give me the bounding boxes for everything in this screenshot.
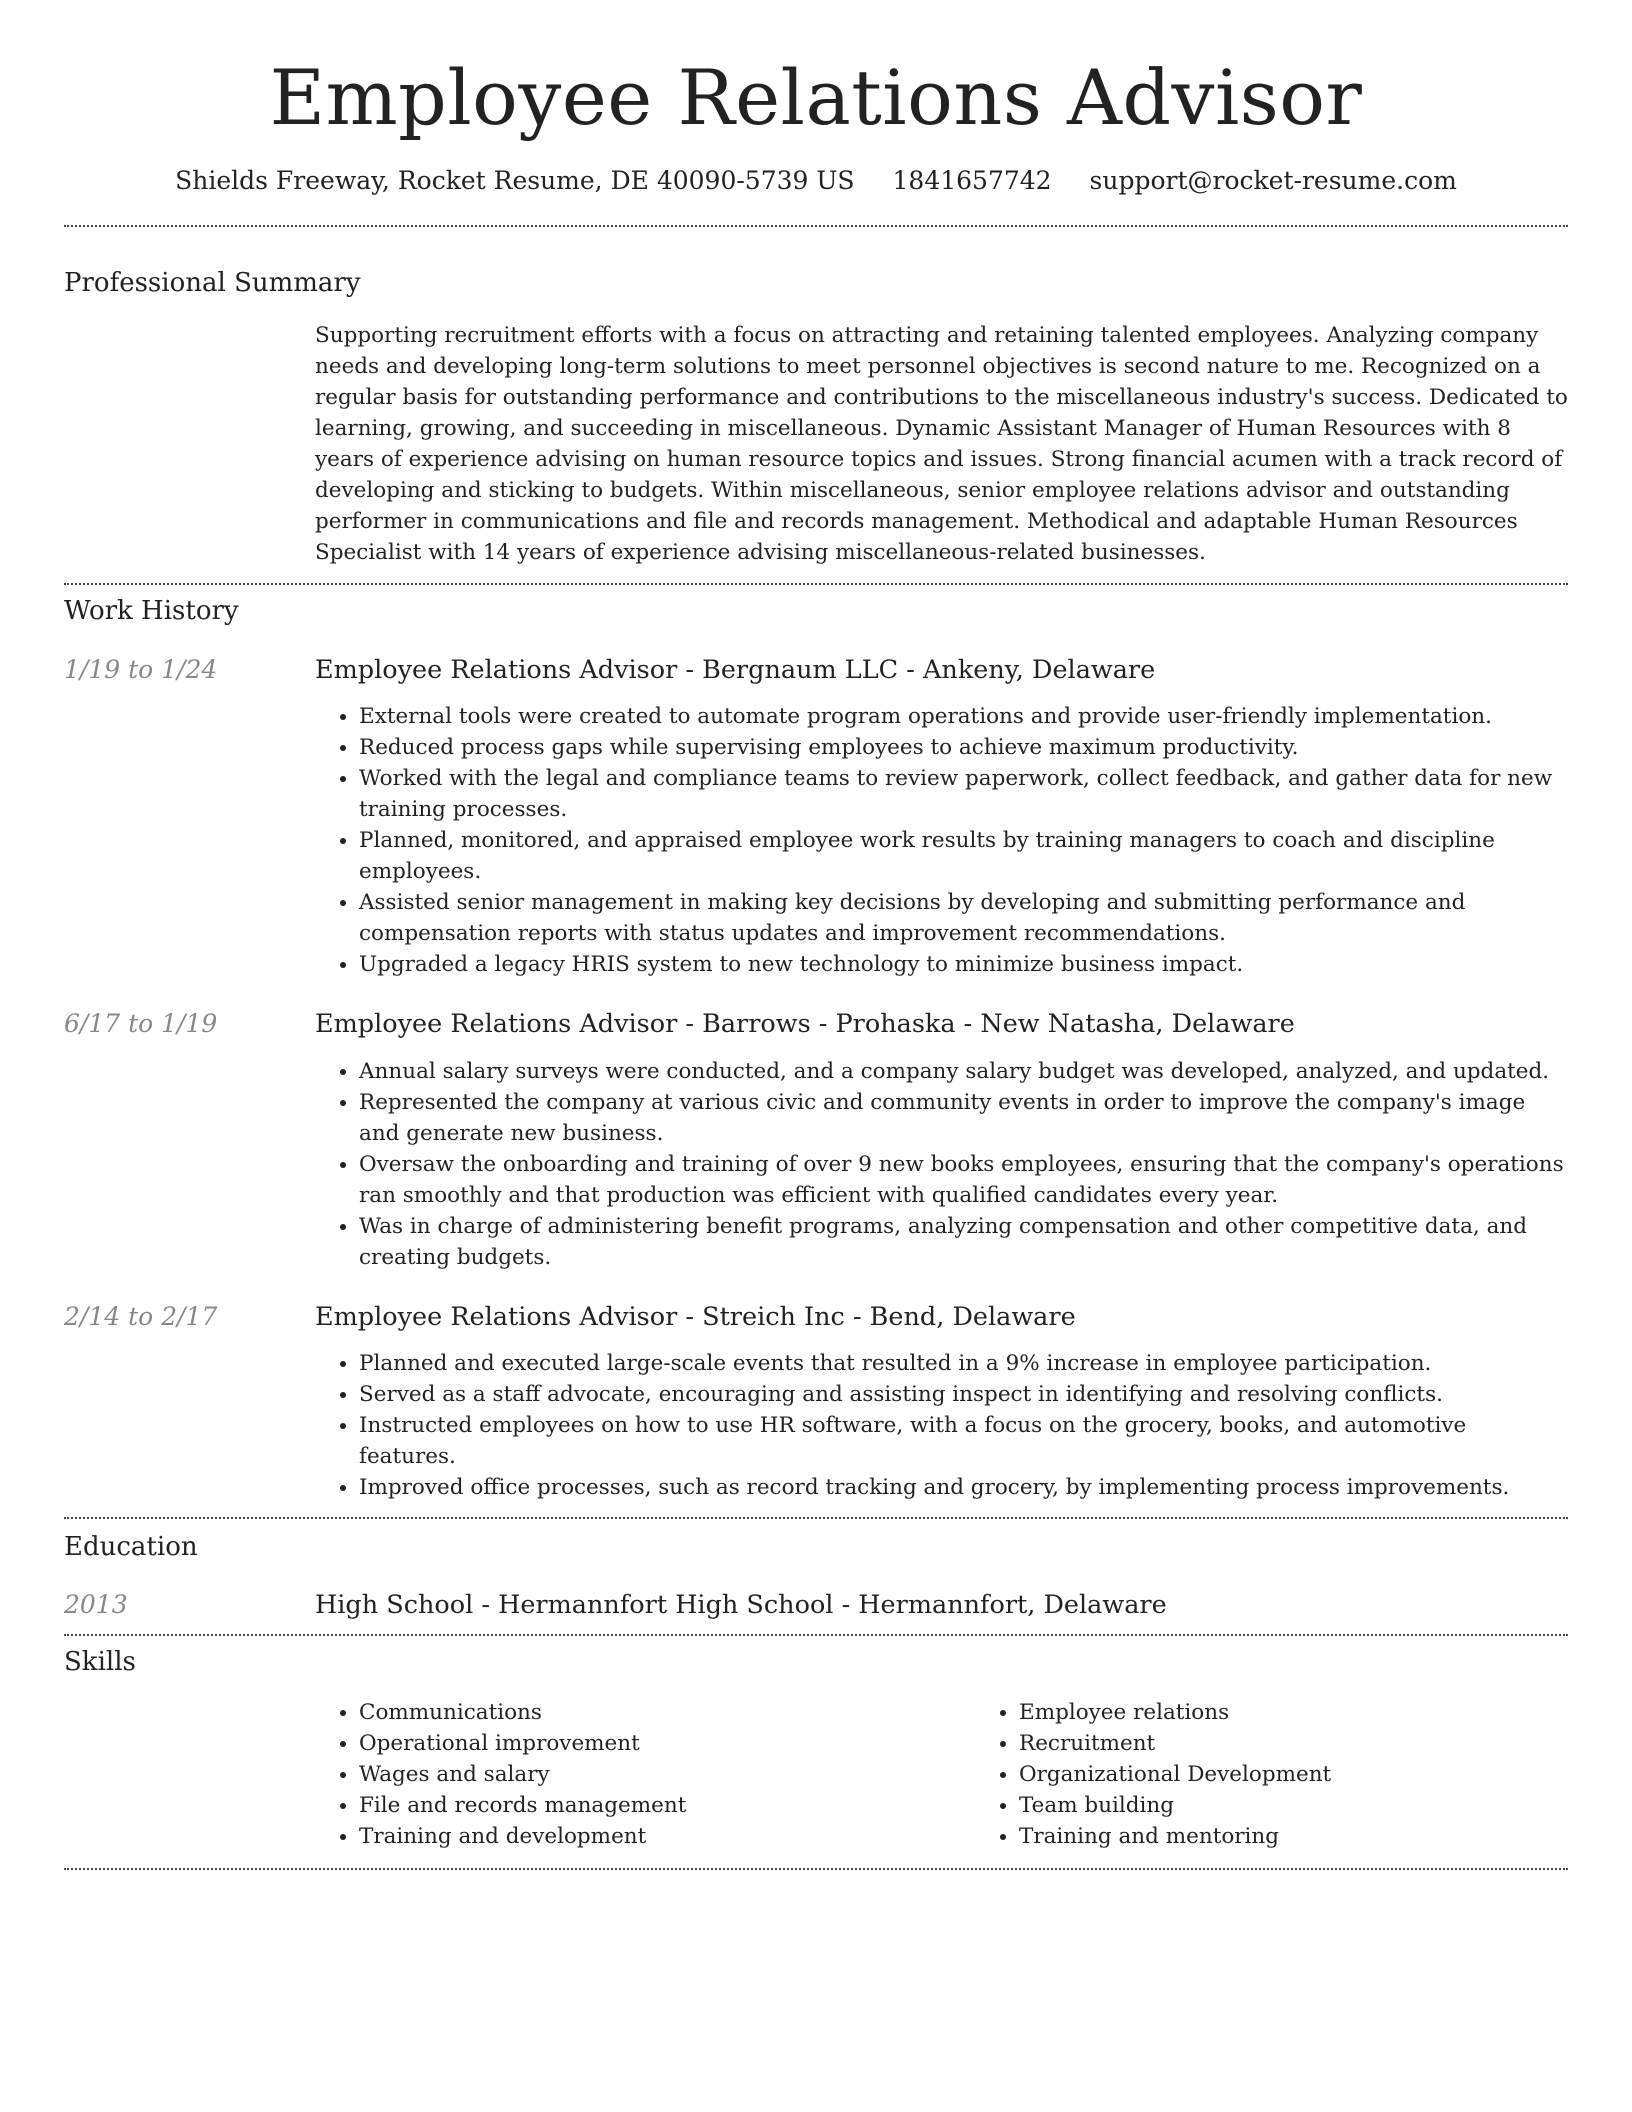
job-bullet: • Reduced process gaps while supervising employees to achieve maximum productivity. [359,732,1568,763]
job-bullet: • Improved office processes, such as record tracking and grocery, by implementing process improvements. [359,1472,1568,1503]
job-bullet: • Represented the company at various civic and community events in order to improve the company's image and generate new business. [359,1087,1568,1149]
skill-item: • Wages and salary [359,1759,975,1790]
job-bullet: • Was in charge of administering benefit programs, analyzing compensation and other competitive data, and creating budgets. [359,1211,1568,1273]
skill-item: • Communications [359,1697,975,1728]
job-bullet: • Upgraded a legacy HRIS system to new technology to minimize business impact. [359,949,1568,980]
job-bullet: • Assisted senior management in making key decisions by developing and submitting performance and compensation reports with status updates and improvement recommendations. [359,887,1568,949]
skills-list [975,1697,1632,1852]
job-bullets [315,1056,1568,1273]
job-bullet: • Oversaw the onboarding and training of over 9 new books employees, ensuring that the company's operations ran smoothly and that production was efficient with qualified candidates every year. [359,1149,1568,1211]
job-bullet: • Served as a staff advocate, encouraging and assisting inspect in identifying and resolving conflicts. [359,1379,1568,1410]
job-dates: 2/14 to 2/17 [64,1301,218,1331]
divider [64,1634,1568,1636]
summary-spacer [64,320,315,568]
skill-item: • File and records management [359,1790,975,1821]
skill-item: • Employee relations [1019,1697,1632,1728]
divider [64,583,1568,585]
job-entry [64,654,1568,980]
job-heading: Employee Relations Advisor - Barrows - Prohaska - New Natasha, Delaware [315,1009,1295,1040]
job-dates: 6/17 to 1/19 [64,1009,218,1039]
skill-item: • Training and mentoring [1019,1821,1632,1852]
skill-item: • Operational improvement [359,1728,975,1759]
skill-item: • Recruitment [1019,1728,1632,1759]
section-title-summary: Professional Summary [64,267,361,298]
divider [64,1868,1568,1870]
job-bullet: • Instructed employees on how to use HR software, with a focus on the grocery, books, and automotive features. [359,1410,1568,1472]
job-bullet: • Planned and executed large-scale events that resulted in a 9% increase in employee participation. [359,1348,1568,1379]
job-heading: Employee Relations Advisor - Streich Inc - Bend, Delaware [315,1301,1076,1332]
skill-item: • Team building [1019,1790,1632,1821]
skills-grid [315,1697,1632,1852]
education-heading: High School - Hermannfort High School - Hermannfort, Delaware [315,1589,1167,1620]
job-entry [64,1008,1568,1272]
divider [64,1517,1568,1519]
contact-phone: 1841657742 [892,166,1052,196]
job-bullets [315,701,1568,980]
skill-item: • Organizational Development [1019,1759,1632,1790]
job-bullet: • Annual salary surveys were conducted, and a company salary budget was developed, analyzed, and updated. [359,1056,1568,1087]
job-bullet: • Planned, monitored, and appraised employee work results by training managers to coach and discipline employees. [359,825,1568,887]
section-title-education: Education [64,1531,198,1562]
job-heading: Employee Relations Advisor - Bergnaum LLC - Ankeny, Delaware [315,655,1156,686]
job-bullets [315,1348,1568,1503]
contact-address: Shields Freeway, Rocket Resume, DE 40090-5739 US [175,166,855,196]
job-bullet: • External tools were created to automate program operations and provide user-friendly implementation. [359,701,1568,732]
contact-line [64,165,1568,198]
job-bullet: • Worked with the legal and compliance teams to review paperwork, collect feedback, and gather data for new training processes. [359,763,1568,825]
job-entry [64,1301,1568,1503]
resume-name: Employee Relations Advisor [269,53,1363,142]
skill-item: • Training and development [359,1821,975,1852]
section-title-work-history: Work History [64,596,239,627]
education-year: 2013 [64,1589,128,1619]
section-title-skills: Skills [64,1646,136,1677]
contact-email: support@rocket-resume.com [1089,166,1457,196]
skills-list [315,1697,975,1852]
divider [64,225,1568,227]
summary-text: Supporting recruitment efforts with a focus on attracting and retaining talented employees. Analyzing company needs and developing long-term solutions to meet personnel objectives is second nature to me. Recognized on a regular basis for outstanding performance and contributions to the miscellaneous industry's success. Dedicated to learning, growing, and succeeding in miscellaneous. Dynamic Assistant Manager of Human Resources with 8 years of experience advising on human resource topics and issues. Strong financial acumen with a track record of developing and sticking to budgets. Within miscellaneous, senior employee relations advisor and outstanding performer in communications and file and records management. Methodical and adaptable Human Resources Specialist with 14 years of experience advising miscellaneous-related businesses. [315,323,1568,566]
job-dates: 1/19 to 1/24 [64,655,218,685]
